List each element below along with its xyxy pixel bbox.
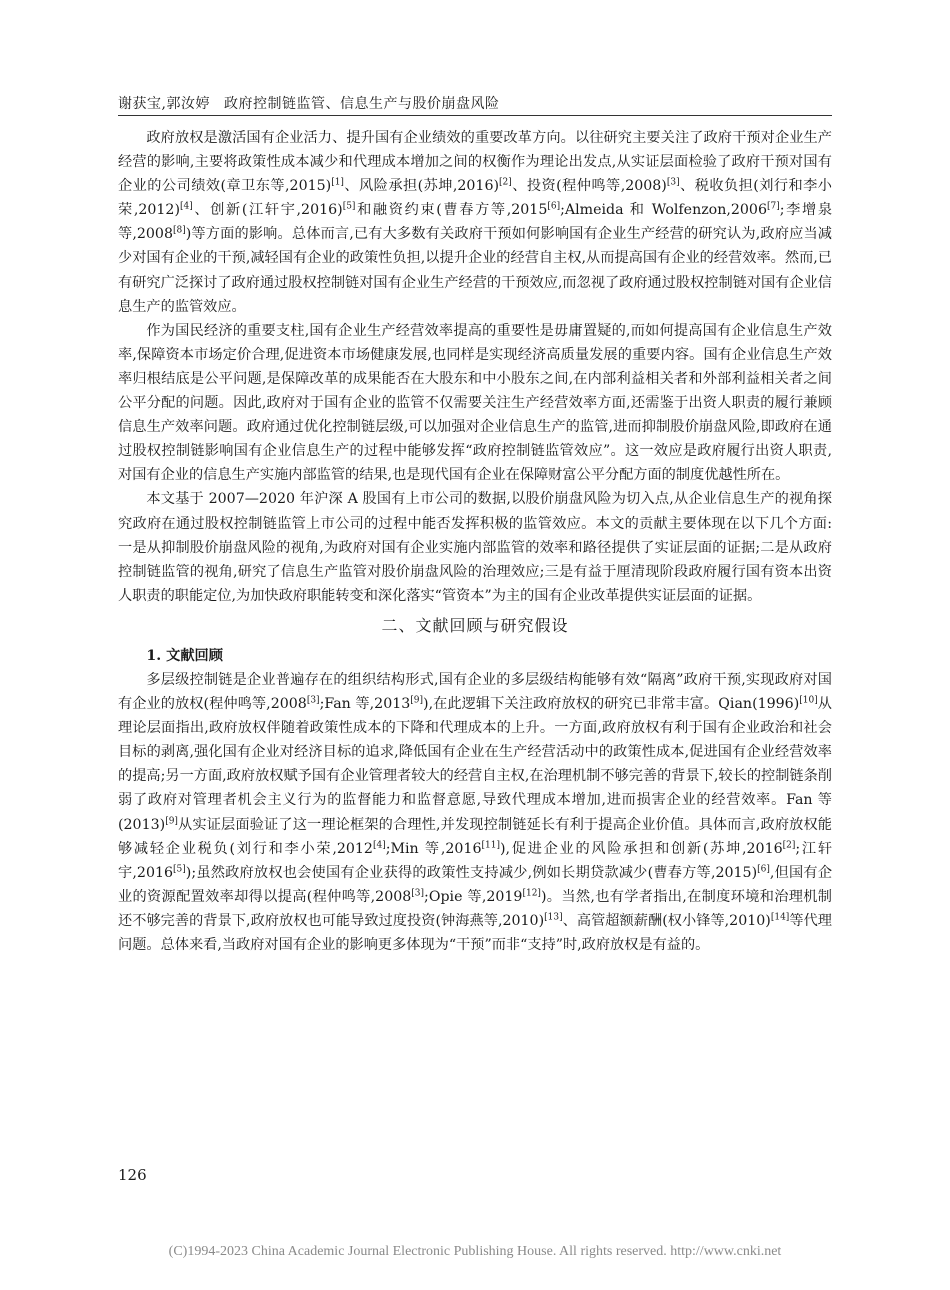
citation: [5]: [342, 201, 356, 212]
text: 从理论层面指出,政府放权伴随着政策性成本的下降和代理成本的上升。一方面,政府放权有利于国有企业政治和社会目标的剥离,强化国有企业对经济目标的追求,降低国有企业在生产经营活动中的政策性成本,促进国有企业经营效率的提高;另一方面,政府放权赋予国有企业管理者较大的经营自主权,在治理机制不够完善的背景下,较长的控制链条削弱了政府对管理者机会主义行为的监督能力和监督意愿,导致代理成本增加,进而损害企业的经营效率。Fan 等(2013): [118, 696, 832, 833]
text: 和融资约束(曹春方等,2015: [355, 202, 548, 219]
citation: [2]: [782, 839, 796, 850]
page-number: 126: [118, 1166, 147, 1184]
citation: [14]: [770, 912, 790, 923]
text: 等代理问题。总体来看,当政府对国有企业的影响更多体现为“干预”而非“支持”时,政府放权是有益的。: [118, 912, 832, 953]
citation: [4]: [372, 839, 386, 850]
text: ;江轩宇,2016: [118, 840, 833, 881]
article-body: [118, 126, 832, 957]
citation: [8]: [172, 225, 186, 236]
running-header: [118, 93, 499, 113]
text: ;Almeida 和 Wolfenzon,2006: [560, 202, 767, 219]
citation: [13]: [544, 912, 563, 923]
citation: [5]: [173, 863, 186, 874]
citation: [10]: [799, 695, 818, 706]
text: ;Opie 等,2019: [424, 888, 523, 905]
text: 、创新(江轩宇,2016): [192, 202, 343, 219]
paragraph-3: 本文基于 2007—2020 年沪深 A 股国有上市公司的数据,以股价崩盘风险为切入点,从企业信息生产的视角探究政府在通过股权控制链监管上市公司的过程中能否发挥积极的监管效应。本文的贡献主要体现在以下几个方面:一是从抑制股价崩盘风险的视角,为政府对国有企业实施内部监管的效率和路径提供了实证层面的证据;二是从政府控制链监管的视角,研究了信息生产监管对股价崩盘风险的治理效应;三是有益于厘清现阶段政府履行国有资本出资人职责的职能定位,为加快政府职能转变和深化落实“管资本”为主的国有企业改革提供实证层面的证据。: [118, 491, 832, 604]
header-title: 政府控制链监管、信息生产与股价崩盘风险: [223, 96, 500, 112]
citation: [3]: [411, 888, 425, 899]
text: ),在此逻辑下关注政府放权的研究已非常丰富。Qian(1996): [423, 696, 800, 713]
citation: [11]: [481, 839, 500, 850]
citation: [3]: [306, 695, 320, 706]
text: ;Min 等,2016: [385, 840, 482, 857]
paragraph-2: 作为国民经济的重要支柱,国有企业生产经营效率提高的重要性是毋庸置疑的,而如何提高国有企业信息生产效率,保障资本市场定价合理,促进资本市场健康发展,也同样是实现经济高质量发展的重要内容。国有企业信息生产效率归根结底是公平问题,是保障改革的成果能否在大股东和中小股东之间,在内部利益相关者和外部利益相关者之间公平分配的问题。因此,政府对于国有企业的监管不仅需要关注生产经营效率方面,还需鉴于出资人职责的履行兼顾信息生产效率问题。政府通过优化控制链层级,可以加强对企业信息生产的监管,进而抑制股价崩盘风险,即政府在通过股权控制链影响国有企业信息生产的过程中能够发挥“政府控制链监管效应”。这一效应是政府履行出资人职责,对国有企业的信息生产实施内部监管的结果,也是现代国有企业在保障财富公平分配方面的制度优越性所在。: [118, 322, 832, 484]
text: )。当然,也有学者指出,在制度环境和治理机制还不够完善的背景下,政府放权也可能导致过度投资(钟海燕等,2010): [118, 888, 832, 929]
subheading: 1. 文献回顾: [146, 647, 223, 664]
text: ,但国有企业的资源配置效率却得以提高(程仲鸣等,2008: [118, 864, 833, 905]
header-authors: 谢获宝,郭汝婷: [118, 96, 210, 112]
text: 、投资(程仲鸣等,2008): [511, 178, 667, 195]
citation: [7]: [766, 201, 780, 212]
text: 政府放权是激活国有企业活力、提升国有企业绩效的重要改革方向。以往研究主要关注了政府干预对企业生产经营的影响,主要将政策性成本减少和代理成本增加之间的权衡作为理论出发点,从实证层面检验了政府干预对国有企业的公司绩效(章卫东等,2015): [118, 130, 832, 195]
text: ),促进企业的风险承担和创新(苏坤,2016: [499, 840, 783, 857]
text: ;Fan 等,2013: [319, 696, 411, 713]
citation: [2]: [499, 177, 512, 188]
text: )等方面的影响。总体而言,已有大多数有关政府干预如何影响国有企业生产经营的研究认为,政府应当减少对国有企业的干预,减轻国有企业的政策性负担,以提升企业的经营自主权,从而提高国有企业的经营效率。然而,已有研究广泛探讨了政府通过股权控制链对国有企业生产经营的干预效应,而忽视了政府通过股权控制链对国有企业信息生产的监管效应。: [118, 226, 832, 315]
section-title: 二、文献回顾与研究假设: [381, 615, 569, 635]
text: 、税收负担(刘行和李小荣,2012): [118, 178, 832, 219]
text: );虽然政府放权也会使国有企业获得的政策性支持减少,例如长期贷款减少(曹春方等,2015): [185, 864, 758, 881]
citation: [9]: [410, 695, 424, 706]
paragraph-4: [118, 668, 832, 957]
citation: [1]: [331, 177, 344, 188]
citation: [6]: [547, 201, 561, 212]
citation: [12]: [522, 888, 541, 899]
text: ;李增泉等,2008: [118, 202, 833, 243]
text: 、风险承担(苏坤,2016): [343, 178, 500, 195]
paragraph-1: [118, 126, 832, 319]
text: 、高管超额薪酬(权小锋等,2010): [562, 912, 771, 929]
citation: [9]: [165, 815, 178, 826]
text: 从实证层面验证了这一理论框架的合理性,并发现控制链延长有利于提高企业价值。具体而言,政府放权能够减轻企业税负(刘行和李小荣,2012: [118, 816, 832, 857]
copyright-footer: (C)1994-2023 China Academic Journal Electronic Publishing House. All rights reserved. http://www.cnki.net: [168, 1244, 782, 1259]
text: 多层级控制链是企业普遍存在的组织结构形式,国有企业的多层级结构能够有效“隔离”政府干预,实现政府对国有企业的放权(程仲鸣等,2008: [118, 671, 832, 713]
header-rule: [118, 115, 832, 116]
citation: [3]: [666, 177, 680, 188]
citation: [4]: [179, 201, 193, 212]
citation: [6]: [757, 863, 770, 874]
